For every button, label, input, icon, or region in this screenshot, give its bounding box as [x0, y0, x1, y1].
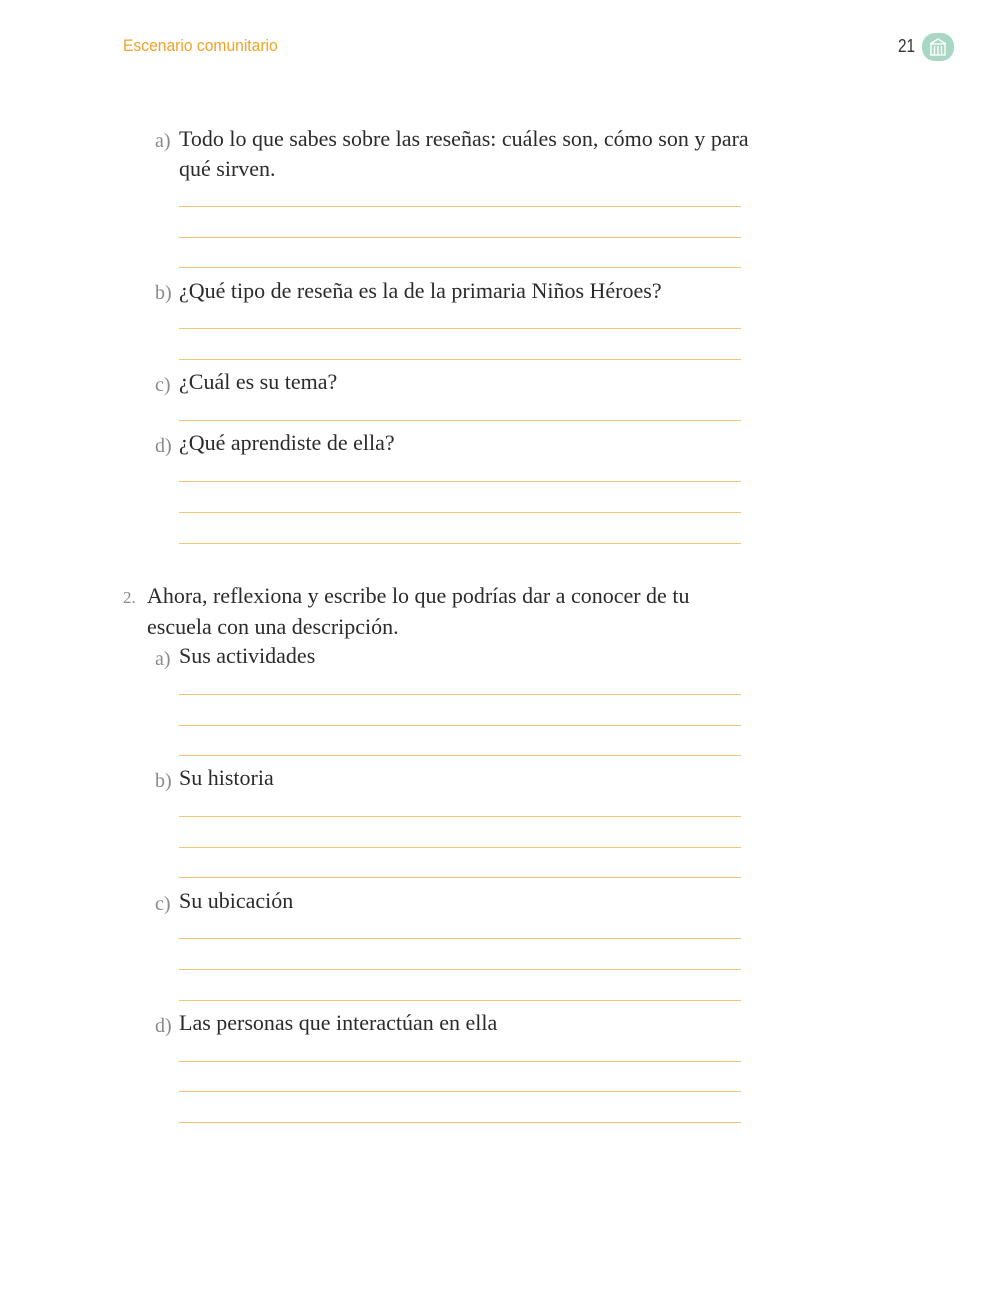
question-c-text: ¿Cuál es su tema? [179, 369, 338, 394]
question-2c-text: Su ubicación [179, 888, 294, 913]
answer-line[interactable] [179, 877, 741, 878]
question-number: 2. [123, 588, 136, 607]
answer-line[interactable] [179, 755, 741, 756]
answer-line[interactable] [179, 206, 741, 207]
question-2a-text: Sus actividades [179, 643, 316, 668]
page-number: 21 [898, 36, 916, 56]
item-label-d: d) [155, 1015, 172, 1037]
answer-line[interactable] [179, 512, 741, 513]
item-label-b: b) [155, 770, 172, 792]
answer-line[interactable] [179, 543, 741, 544]
answer-line[interactable] [179, 847, 741, 848]
item-label-b: b) [155, 282, 172, 304]
item-label-c: c) [155, 893, 171, 915]
question-2b-text: Su historia [179, 765, 274, 790]
section-title: Escenario comunitario [123, 36, 278, 55]
question-a-text: Todo lo que sabes sobre las reseñas: cuáles son, cómo son y para qué sirven. [179, 126, 749, 181]
answer-line[interactable] [179, 359, 741, 360]
answer-line[interactable] [179, 1091, 741, 1092]
answer-line[interactable] [179, 725, 741, 726]
answer-line[interactable] [179, 1000, 741, 1001]
answer-line[interactable] [179, 328, 741, 329]
item-label-c: c) [155, 374, 171, 396]
question-b-text: ¿Qué tipo de reseña es la de la primaria Niños Héroes? [179, 278, 662, 303]
item-label-a: a) [155, 130, 171, 152]
question-2d-text: Las personas que interactúan en ella [179, 1010, 498, 1035]
answer-line[interactable] [179, 1061, 741, 1062]
answer-line[interactable] [179, 481, 741, 482]
school-building-icon [922, 33, 954, 61]
answer-line[interactable] [179, 267, 741, 268]
item-label-a: a) [155, 648, 171, 670]
answer-line[interactable] [179, 938, 741, 939]
item-label-d: d) [155, 435, 172, 457]
question-2-text: Ahora, reflexiona y escribe lo que podrías dar a conocer de tu escuela con una descripción. [147, 583, 690, 639]
answer-line[interactable] [179, 237, 741, 238]
question-d-text: ¿Qué aprendiste de ella? [179, 430, 395, 455]
answer-line[interactable] [179, 816, 741, 817]
answer-line[interactable] [179, 420, 741, 421]
answer-line[interactable] [179, 1122, 741, 1123]
answer-line[interactable] [179, 694, 741, 695]
answer-line[interactable] [179, 969, 741, 970]
